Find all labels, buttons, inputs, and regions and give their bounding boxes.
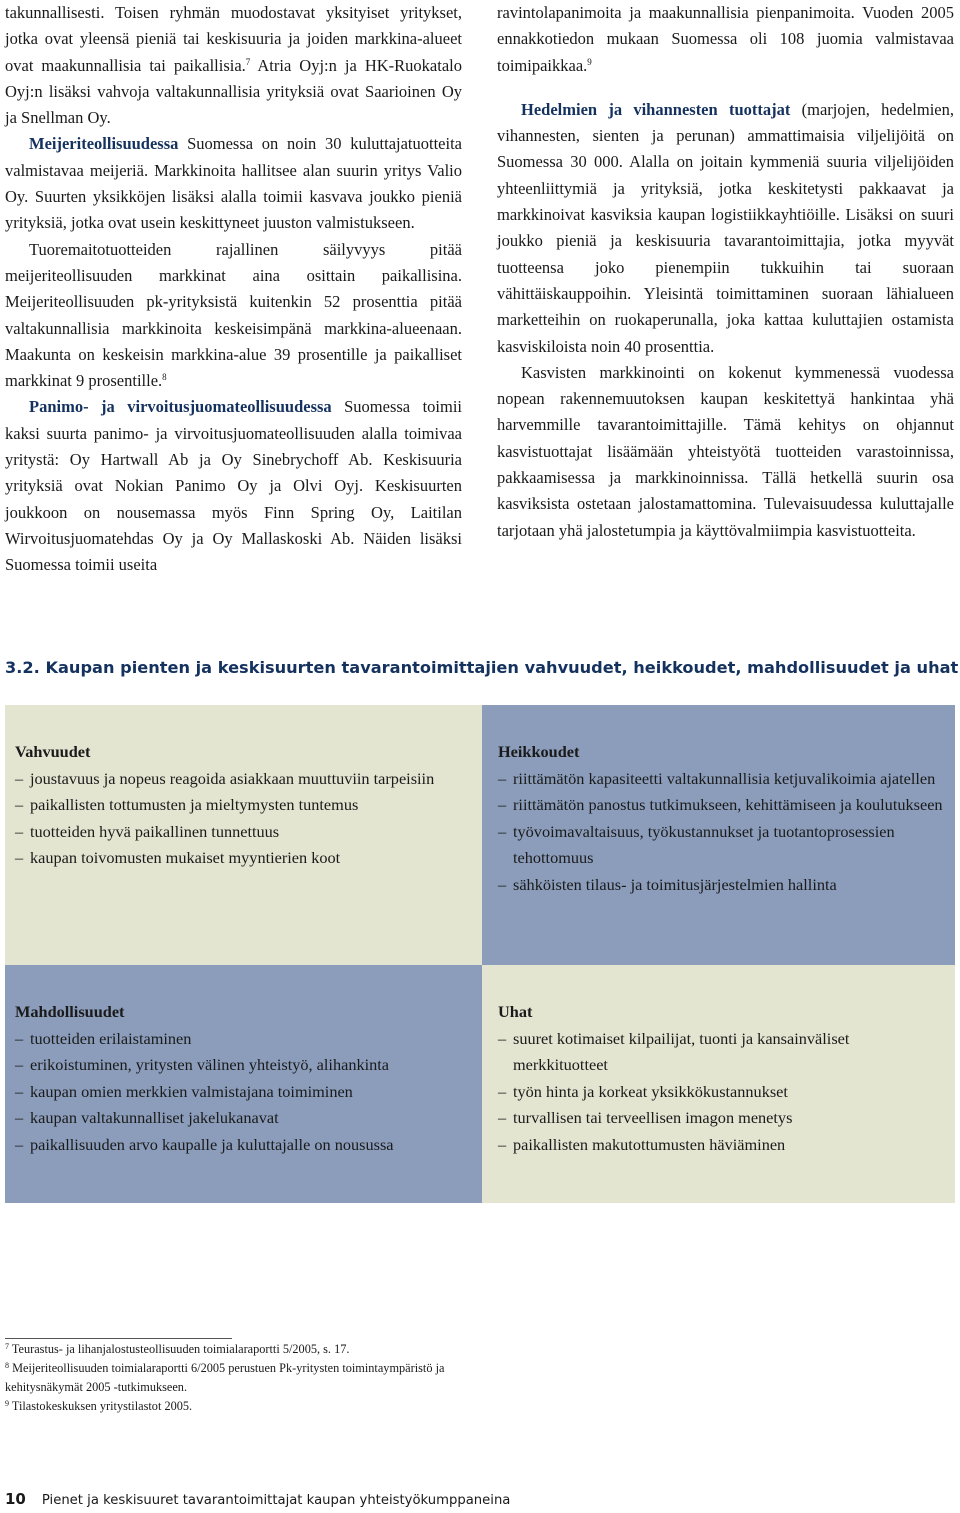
swot-list	[498, 766, 945, 899]
list-item: – tuotteiden erilaistaminen	[15, 1026, 472, 1053]
right-column	[497, 0, 954, 544]
swot-list	[498, 1026, 945, 1159]
list-item: – kaupan toivomusten mukaiset myyntierien koot	[15, 845, 472, 872]
dash-bullet: –	[498, 795, 507, 814]
footnote: $^7$ Teurastus- ja lihanjalostusteollisuuden toimialaraportti 5/2005, s. 17.	[5, 1342, 350, 1356]
paragraph: Panimo- ja virvoitusjuomateollisuudessa Suomessa toimii kaksi suurta panimo- ja virvoitusjuomateollisuuden alalla toimivaa yritystä: Oy Hartwall Ab ja Oy Sinebrychoff Ab. Keskisuuria yrityksiä ovat Nokian Panimo Oy ja Olvi Oyj. Keskisuurten joukkoon on nousemassa myös Finn Spring Oy, Laitilan Wirvoitusjuomatehdas Oy ja Oy Mallaskoski Ab. Näiden lisäksi Suomessa toimii useita	[5, 397, 462, 575]
list-item: – suuret kotimaiset kilpailijat, tuonti ja kansainväliset merkkituotteet	[498, 1026, 945, 1079]
bold-term: Panimo- ja virvoitusjuomateollisuudessa	[29, 397, 332, 417]
paragraph: takunnallisesti. Toisen ryhmän muodostavat yksityiset yritykset, jotka ovat yleensä pieniä tai keskisuuria ja joiden markkina-alueet ovat maakunnallisia tai paikallisia.$^7$ Atria Oyj:n ja HK-Ruokatalo Oyj:n lisäksi vahvoja valtakunnallisia yrityksiä ovat Saarioinen Oy ja Snellman Oy.	[5, 3, 462, 128]
swot-weaknesses	[482, 705, 955, 965]
left-column	[5, 0, 462, 579]
list-item: – kaupan valtakunnalliset jakelukanavat	[15, 1105, 472, 1132]
list-item: – paikallisten tottumusten ja mieltymysten tuntemus	[15, 792, 472, 819]
dash-bullet: –	[15, 1055, 24, 1074]
list-item: – riittämätön kapasiteetti valtakunnallisia ketjuvalikoimia ajatellen	[498, 766, 945, 793]
box-title: Heikkoudet	[498, 742, 580, 761]
dash-bullet: –	[15, 848, 24, 867]
dash-bullet: –	[498, 1081, 507, 1101]
dash-bullet: –	[15, 795, 24, 814]
list-item: – paikallisten makutottumusten häviäminen	[498, 1132, 945, 1159]
bold-term: Hedelmien ja vihannesten tuottajat	[521, 99, 791, 119]
swot-list	[15, 1026, 472, 1159]
list-item: – työvoimavaltaisuus, työkustannukset ja tuotantoprosessien tehottomuus	[498, 819, 945, 872]
footnote: $^8$ Meijeriteollisuuden toimialaraportti 6/2005 perustuen Pk-yritysten toimintaympäristö ja kehitysnäkymät 2005 -tutkimukseen.	[5, 1361, 445, 1394]
footnote-ref[interactable]: 7	[245, 56, 251, 67]
footnote-divider	[5, 1338, 232, 1339]
paragraph: Hedelmien ja vihannesten tuottajat (marjojen, hedelmien, vihannesten, sienten ja perunan) ammattimaisia viljelijöitä on Suomessa 30 000. Alalla on joitain kymmeniä suuria viljelijöiden yhteenliittymiä ja yrityksiä, jotka keskitetysti pakkaavat ja markkinoivat kasviksia kaupan logistiikkayhtiöille. Lisäksi on suuri joukko pieniä ja keskisuuria tavarantoimittajia, jotka myyvät tuotteensa joko pienempiin tukkuihin tai suoraan vähittäiskauppoihin. Yleisintä toimittaminen suoraan lähialueen marketteihin on ruokaperunalla, joka kattaa kuluttajien ostamista kasviskiloista noin 40 prosenttia.	[497, 99, 954, 356]
dash-bullet: –	[498, 874, 507, 894]
dash-bullet: –	[498, 1134, 507, 1154]
section-heading: 3.2. Kaupan pienten ja keskisuurten tavarantoimittajien vahvuudet, heikkoudet, mahdollisuudet ja uhat	[5, 658, 959, 677]
paragraph: ravintolapanimoita ja maakunnallisia pienpanimoita. Vuoden 2005 ennakkotiedon mukaan Suomessa oli 108 juomia valmistavaa toimipaikkaa.$^9$	[497, 3, 954, 75]
paragraph: Kasvisten markkinointi on kokenut kymmenessä vuodessa nopean rakennemuutoksen kaupan keskitettyä hankintaa yhä harvemmille tavarantoimittajille. Tämä kehitys on ohjannut kasvistuottajat lisäämään yhteistyötä tuotteiden varastoinnissa, pakkaamisessa ja markkinoinnissa. Tällä hetkellä suurin osa kasviksista ostetaan jalostamattomina. Tulevaisuudessa kuluttajalle tarjotaan yhä jalostetumpia ja käyttövalmiimpia kasvistuotteita.	[497, 362, 954, 540]
footer-title: Pienet ja keskisuuret tavarantoimittajat kaupan yhteistyökumppaneina	[41, 1493, 511, 1508]
page-footer	[5, 1490, 510, 1508]
dash-bullet: –	[15, 1108, 24, 1127]
list-item: – riittämätön panostus tutkimukseen, kehittämiseen ja koulutukseen	[498, 792, 945, 819]
swot-strengths	[5, 705, 482, 965]
box-title: Uhat	[498, 1002, 533, 1021]
dash-bullet: –	[15, 1134, 24, 1154]
list-item: – kaupan omien merkkien valmistajana toimiminen	[15, 1079, 472, 1106]
dash-bullet: –	[498, 768, 507, 788]
swot-list	[15, 766, 472, 872]
footnote-ref[interactable]: 8	[162, 372, 167, 383]
footnote: $^9$ Tilastokeskuksen yritystilastot 2005.	[5, 1399, 193, 1413]
list-item: – sähköisten tilaus- ja toimitusjärjestelmien hallinta	[498, 872, 945, 899]
footnotes	[5, 1340, 465, 1416]
dash-bullet: –	[15, 768, 24, 788]
paragraph: Meijeriteollisuudessa Suomessa on noin 30 kuluttajatuotteita valmistavaa meijeriä. Markkinoita hallitsee alan suurin yritys Valio Oy. Suurten yksikköjen lisäksi alalla toimii kasvava joukko pieniä yrityksiä, jotka ovat usein keskittyneet juuston valmistukseen.	[5, 134, 462, 233]
dash-bullet: –	[498, 1108, 507, 1127]
paragraph: Tuoremaitotuotteiden rajallinen säilyvyys pitää meijeriteollisuuden markkinat aina osittain paikallisina. Meijeriteollisuuden pk-yrityksistä kuitenkin 52 prosenttia pitää valtakunnallisia markkinoita keskeisimpänä markkina-alueenaan. Maakunta on keskeisin markkina-alue 39 prosentille ja paikalliset markkinat 9 prosentille.$^8$	[5, 239, 462, 391]
dash-bullet: –	[498, 1028, 507, 1048]
dash-bullet: –	[498, 821, 507, 841]
list-item: – työn hinta ja korkeat yksikkökustannukset	[498, 1079, 945, 1106]
dash-bullet: –	[15, 1028, 24, 1048]
page-number: 10	[5, 1490, 26, 1508]
list-item: – joustavuus ja nopeus reagoida asiakkaan muuttuviin tarpeisiin	[15, 766, 472, 793]
list-item: – paikallisuuden arvo kaupalle ja kuluttajalle on nousussa	[15, 1132, 472, 1159]
list-item: – erikoistuminen, yritysten välinen yhteistyö, alihankinta	[15, 1052, 472, 1079]
swot-opportunities	[5, 965, 482, 1203]
footnote-ref[interactable]: 9	[587, 56, 592, 67]
swot-threats	[482, 965, 955, 1203]
box-title: Mahdollisuudet	[15, 1002, 125, 1021]
bold-term: Meijeriteollisuudessa	[29, 134, 179, 154]
list-item: – tuotteiden hyvä paikallinen tunnettuus	[15, 819, 472, 846]
box-title: Vahvuudet	[15, 742, 91, 761]
dash-bullet: –	[15, 821, 24, 841]
list-item: – turvallisen tai terveellisen imagon menetys	[498, 1105, 945, 1132]
dash-bullet: –	[15, 1081, 24, 1101]
